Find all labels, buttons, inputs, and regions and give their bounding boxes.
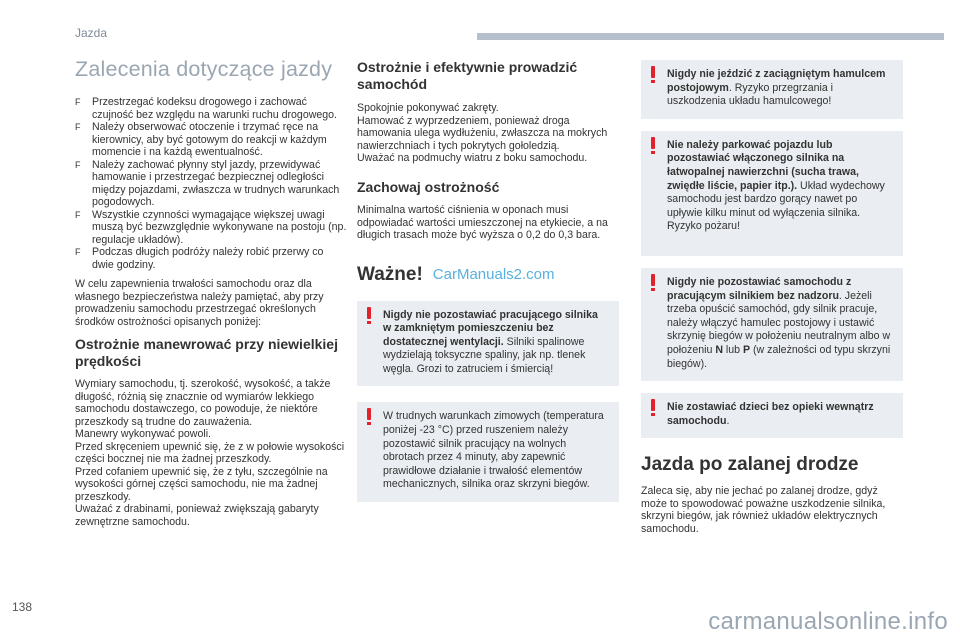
page-title: Zalecenia dotyczące jazdy (75, 57, 333, 81)
warning-icon (651, 137, 655, 153)
warning-box-unattended-engine: Nigdy nie pozostawiać samochodu z pracującym silnikiem bez nadzoru. Jeżeli trzeba opuścić samochód, gdy silnik pracuje, należy włączyć hamulec postojowy i ustawić skrzynię biegów w położeniu neutralnym albo w położeniu N lub P (w zależności od typu skrzyni biegów). (641, 268, 903, 381)
flooded-road-text: Zaleca się, aby nie jechać po zalanej drodze, gdyż może to spowodować poważne uszkodzenie silnika, skrzyni biegów, jak również układów elektrycznych samochodu. (641, 485, 886, 535)
bullet-marker-icon: F (75, 247, 81, 257)
page-number: 138 (12, 600, 33, 614)
bullet-marker-icon: F (75, 209, 81, 220)
list-item: F Wszystkie czynności wymagające większej uwagi muszą być bezwzględnie wykonywane na postoju (np. regulacje układów). (75, 208, 347, 246)
section-header: Jazda (75, 26, 108, 40)
warning-box-children: Nie zostawiać dzieci bez opieki wewnątrz samochodu. (641, 393, 903, 438)
heading-flooded-road: Jazda po zalanej drodze (641, 454, 859, 476)
warning-icon (651, 66, 655, 82)
bullet-marker-icon: F (75, 122, 81, 132)
low-speed-text: Wymiary samochodu, tj. szerokość, wysokość, a także długość, różnią się znacznie od wymiarów lekkiego samochodu dostawczego, co powoduje, że niektóre przeszkody są trudne do zauważenia. Manewry wykonywać powoli. Przed skręceniem upewnić się, że z w połowie wysokości części bocznej nie ma żadnej przeszkody. Przed cofaniem upewnić się, że z tyłu, szczególnie na wysokości górnej części samochodu, nie ma żadnej przeszkody. Uważać z drabinami, ponieważ zwiększają gabaryty zewnętrzne samochodu. (75, 378, 345, 528)
bullet-marker-icon: F (75, 97, 81, 107)
warning-icon (367, 408, 371, 424)
heading-careful: Zachowaj ostrożność (357, 178, 500, 195)
column-left (75, 55, 347, 528)
watermark-text: CarManuals2.com (432, 266, 555, 283)
list-item: F Należy obserwować otoczenie i trzymać ręce na kierownicy, aby być gotowym do reakcji w każdym momencie i na każdą ewentualność. (75, 121, 327, 158)
warning-box-winter: W trudnych warunkach zimowych (temperatura poniżej -23 °C) przed ruszeniem należy pozostawić silnik pracujący na wolnych obrotach przez 4 minuty, aby zapewnić prawidłowe działanie i trwałość elementów mechanicznych, silnika oraz skrzyni biegów. (357, 402, 619, 502)
precautions-intro: W celu zapewnienia trwałości samochodu oraz dla własnego bezpieczeństwa należy pamiętać, aby przy prowadzeniu samochodu przestrzegać określonych środków ostrożności opisanych poniżej: (75, 278, 324, 328)
list-item: F Należy zachować płynny styl jazdy, przewidywać hamowanie i przestrzegać bezpiecznej odległości między pojazdami, zwłaszcza w trudnych warunkach pogodowych. (75, 158, 340, 208)
efficient-driving-text: Spokojnie pokonywać zakręty. Hamować z wyprzedzeniem, ponieważ droga hamowania ulega wydłużeniu, zwłaszcza na mokrych nawierzchniach i tych pokrytych gołoledzią. Uważać na podmuchy wiatru z boku samochodu. (357, 102, 608, 164)
bullet-marker-icon: F (75, 159, 81, 170)
warning-icon (651, 274, 655, 290)
list-item: F Przestrzegać kodeksu drogowego i zachować czujność bez względu na warunki ruchu drogowego. (75, 96, 337, 121)
heading-low-speed: Ostrożnie manewrować przy niewielkiej prędkości (75, 336, 338, 369)
column-right (641, 60, 903, 535)
column-middle (357, 55, 619, 512)
warning-icon (651, 399, 655, 415)
warning-box-flammable-surface: Nie należy parkować pojazdu lub pozostawiać włączonego silnika na łatwopalnej nawierzchni (sucha trawa, zwiędłe liście, papier itp.). Układ wydechowy samochodu jest bardzo gorący nawet po upływie kilku minut od wyłączenia silnika. Ryzyko pożaru! (641, 131, 903, 256)
heading-important: Ważne! CarManuals2.com (357, 263, 555, 285)
warning-icon (367, 307, 371, 323)
list-item: F Podczas długich podróży należy robić przerwy co dwie godziny. (75, 246, 324, 271)
footer-watermark: carmanualsonline.info (708, 608, 948, 635)
warning-box-parking-brake: Nigdy nie jeździć z zaciągniętym hamulcem postojowym. Ryzyko przegrzania i uszkodzenia układu hamulcowego! (641, 60, 903, 119)
warning-box-ventilation: Nigdy nie pozostawiać pracującego silnika w zamkniętym pomieszczeniu bez dostatecznej wentylacji. Silniki spalinowe wydzielają toksyczne spaliny, jak np. tlenek węgla. Grozi to zatruciem i śmiercią! (357, 301, 619, 387)
header-bar (477, 33, 944, 40)
careful-text: Minimalna wartość ciśnienia w oponach musi odpowiadać wartości umieszczonej na etykiecie, a na długich trasach może być wyższa o 0,2 do 0,3 bara. (357, 204, 608, 241)
heading-efficient-driving: Ostrożnie i efektywnie prowadzić samochód (357, 59, 578, 92)
driving-tips-list (75, 96, 347, 271)
